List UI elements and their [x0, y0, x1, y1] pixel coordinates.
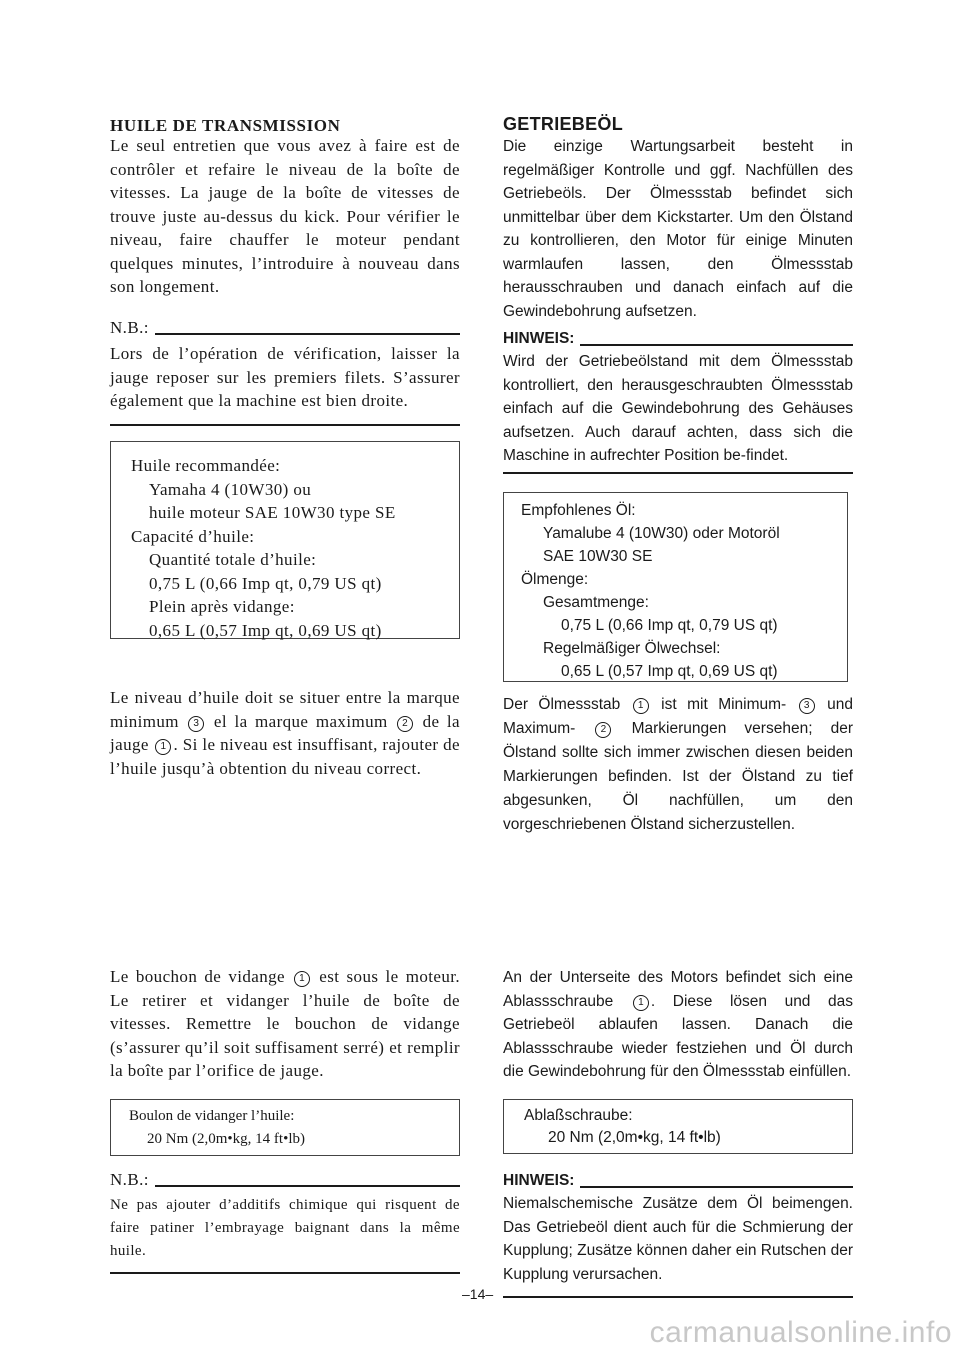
fr-bolt-spec-box [110, 1099, 460, 1156]
de-change-value: 0,65 L (0,57 Imp qt, 0,69 US qt) [561, 663, 778, 680]
fr-level-text-a: Le niveau d’huile doit se situer entre la marque minimum [110, 688, 460, 731]
marker-1-icon: 1 [633, 995, 649, 1011]
de-level-text-c: und Maximum- [503, 696, 854, 737]
fr-note2-header [110, 1168, 460, 1192]
de-change-label: Regelmäßiger Ölwechsel: [543, 640, 721, 657]
de-drain-paragraph [503, 966, 853, 1084]
fr-note2-rule [155, 1185, 460, 1187]
de-level-text-b: ist mit Minimum- [661, 696, 787, 713]
fr-intro-paragraph: Le seul entretien que vous avez à faire est de contrôler et refaire le niveau de la boîte de vitesses. La jauge de la boîte de vitesses de trouve juste au-dessus du kick. Pour vérifier le niveau, faire chauffer le moteur pendant quelques minutes, l’introduire à nouveau dans son longement. [110, 136, 460, 296]
fr-note1-end-rule [110, 424, 460, 426]
de-level-text-a: Der Ölmessstab [503, 696, 621, 713]
de-oil-label: Empfohlenes Öl: [521, 502, 636, 519]
de-bolt-torque: 20 Nm (2,0m•kg, 14 ft•lb) [548, 1129, 721, 1146]
fr-level-text-c: de la jauge [110, 711, 460, 754]
page-number: –14– [462, 1286, 494, 1302]
fr-drain-text-a: Le bouchon de vidange [110, 967, 285, 986]
de-drain-text-b: . Diese lösen und das Getriebeöl ablaufen lassen. Danach die Ablassschraube wieder festziehen und Öl durch die Gewindebohrung für den Ölmessstab einfüllen. [503, 992, 853, 1080]
de-level-text-d: Markierungen versehen; der Ölstand sollte sich immer zwischen diesen beiden Markierungen befinden. Ist der Ölstand zu tief abgesunken, Öl nachfüllen, um den vorgeschriebenen Ölstand sicherzustellen. [503, 720, 854, 833]
de-note2-header [503, 1169, 853, 1193]
de-level-paragraph [503, 693, 853, 837]
marker-2-icon: 2 [595, 722, 611, 738]
fr-change-value: 0,65 L (0,57 Imp qt, 0,69 US qt) [149, 620, 382, 640]
footer-rule [503, 1296, 853, 1298]
fr-level-text-b: el la marque maximum [213, 711, 388, 731]
marker-3-icon: 3 [799, 698, 815, 714]
de-bolt-spec-box [503, 1099, 853, 1154]
de-note1-text: Wird der Getriebeölstand mit dem Ölmessstab kontrolliert, den herausgeschraubten Ölmessstab einfach auf die Gewindebohrung des Gehäuses aufsetzen. Auch darauf achten, dass sich die Maschine in aufrechter Position be-findet. [503, 353, 853, 464]
fr-total-label: Quantité totale d’huile: [149, 550, 317, 569]
fr-oil-spec-box [110, 441, 460, 639]
fr-oil-label: Huile recommandée: [131, 456, 281, 475]
fr-note1-text: Lors de l’opération de vérification, laisser la jauge reposer sur les premiers filets. S’assurer également que la machine est bien droite. [110, 344, 460, 410]
de-title: GETRIEBEÖL [503, 114, 624, 134]
fr-total-value: 0,75 L (0,66 Imp qt, 0,79 US qt) [149, 573, 382, 593]
fr-level-paragraph [110, 686, 460, 780]
fr-note2-label: N.B.: [110, 1170, 149, 1189]
fr-oil-type: Yamaha 4 (10W30) ou [149, 479, 312, 499]
de-capacity-label: Ölmenge: [521, 571, 589, 588]
fr-drain-text-b: est sous le moteur. Le retirer et vidanger l’huile de boîte de vitesses. Remettre le bouchon de vidange (s’assurer qu’il soit suffisament serré) et remplir la boîte par l’orifice de jauge. [110, 967, 460, 1080]
fr-note1-rule [155, 333, 460, 335]
de-drain-text-a: An der Unterseite des Motors befindet sich eine Ablassschraube [503, 969, 853, 1010]
watermark-text: carmanualsonline.info [649, 1316, 952, 1349]
fr-note2-end-rule [110, 1272, 460, 1274]
de-note1-label: HINWEIS: [503, 330, 575, 347]
de-oil-spec-box [503, 492, 848, 682]
marker-1-icon: 1 [155, 739, 171, 755]
de-note2-text: Niemalschemische Zusätze dem Öl beimengen. Das Getriebeöl dient auch für die Schmierung der Kupplung; Zusätze können daher ein Rutschen der Kupplung verursachen. [503, 1195, 853, 1283]
de-note2-rule [580, 1186, 853, 1188]
fr-level-text-d: . Si le niveau est insuffisant, rajouter de l’huile jusqu’à obtention du niveau correct. [110, 735, 460, 778]
de-intro-paragraph: Die einzige Wartungsarbeit besteht in regelmäßiger Kontrolle und ggf. Nachfüllen des Getriebeöls. Der Ölmessstab befindet sich unmittelbar über dem Kickstarter. Um den Ölstand zu kontrollieren, den Motor für einige Minuten warmlaufen lassen, den Ölmessstab herausschrauben und danach einfach auf die Gewindebohrung aufsetzen. [503, 138, 853, 320]
fr-capacity-label: Capacité d’huile: [131, 526, 255, 546]
fr-bolt-label: Boulon de vidanger l’huile: [129, 1108, 295, 1124]
fr-drain-paragraph [110, 965, 460, 1083]
fr-bolt-torque: 20 Nm (2,0m•kg, 14 ft•lb) [147, 1131, 305, 1147]
de-note1-rule [580, 344, 853, 346]
marker-1-icon: 1 [294, 971, 310, 987]
de-note1-header [503, 327, 853, 351]
de-oil-type: Yamalube 4 (10W30) oder Motoröl [543, 525, 780, 542]
fr-title: HUILE DE TRANSMISSION [110, 116, 341, 135]
fr-note1-header [110, 316, 460, 340]
fr-note2-text: Ne pas ajouter d’additifs chimique qui risquent de faire patiner l’embrayage baignant dans la même huile. [110, 1197, 460, 1259]
fr-oil-alt: huile moteur SAE 10W30 type SE [149, 503, 396, 522]
de-oil-alt: SAE 10W30 SE [543, 548, 653, 565]
de-total-value: 0,75 L (0,66 Imp qt, 0,79 US qt) [561, 617, 778, 634]
fr-note1-label: N.B.: [110, 318, 149, 337]
marker-3-icon: 3 [188, 716, 204, 732]
fr-change-label: Plein après vidange: [149, 597, 295, 616]
de-note1-end-rule [503, 472, 853, 474]
marker-1-icon: 1 [633, 698, 649, 714]
marker-2-icon: 2 [397, 716, 413, 732]
de-total-label: Gesamtmenge: [543, 594, 649, 611]
de-note2-label: HINWEIS: [503, 1172, 575, 1189]
de-bolt-label: Ablaßschraube: [524, 1107, 633, 1124]
